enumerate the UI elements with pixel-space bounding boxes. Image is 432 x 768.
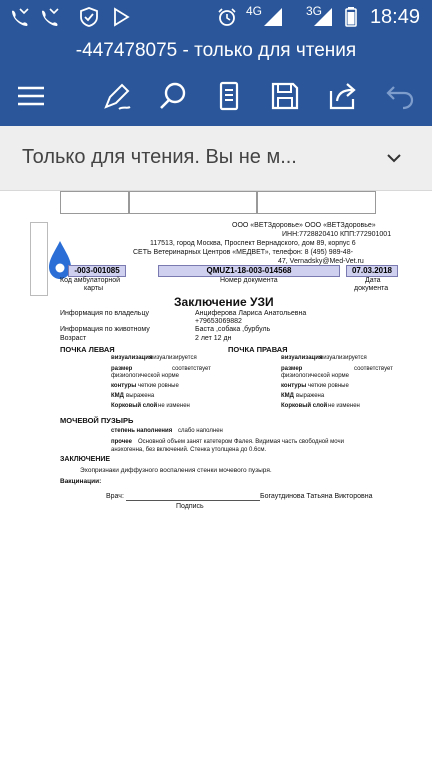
cortex-value: не изменен (328, 403, 360, 409)
fill-label: степень наполнения (111, 428, 173, 434)
header-org: ООО «ВЕТЗдоровье» ООО «ВЕТЗдоровье» (232, 222, 376, 229)
document-page (0, 191, 432, 768)
header-network: СЕТЬ Ветеринарных Центров «МЕДВЕТ», телефон: 8 (495) 989-48- (133, 249, 353, 256)
missed-call-icon (38, 6, 60, 28)
kmd-label: КМД (281, 393, 294, 399)
table-cell (30, 222, 48, 296)
other-label: прочее (111, 439, 132, 445)
other-value: Основной объем занят катетером Фалея. Видимая часть свободной мочи (138, 439, 344, 445)
age-label: Возраст (60, 335, 87, 342)
read-only-message: Только для чтения. Вы не м... (22, 146, 297, 168)
undo-icon[interactable] (384, 79, 418, 113)
size-label: размер (281, 366, 303, 372)
animal-label: Информация по животному (60, 326, 150, 333)
read-only-banner[interactable] (0, 126, 432, 191)
save-icon[interactable] (268, 79, 302, 113)
signature-label: Подпись (176, 503, 204, 510)
search-icon[interactable] (156, 79, 190, 113)
owner-label: Информация по владельцу (60, 310, 149, 317)
left-kidney-title: ПОЧКА ЛЕВАЯ (60, 345, 115, 354)
network-3g-label: 3G (306, 4, 323, 18)
menu-icon[interactable] (14, 79, 48, 113)
table-cell (60, 191, 130, 214)
size-value: соответствует (172, 366, 211, 372)
kmd-label: КМД (111, 393, 124, 399)
date-label: Дата (365, 277, 381, 284)
header-address: 117513, город Москва, Проспект Вернадского, дом 89, корпус 6 (150, 240, 356, 247)
cortex-label: Корковый слой (281, 403, 328, 409)
document-number-field: QMUZ1-18-003-014568 (158, 265, 340, 277)
signal-icon (312, 6, 334, 28)
age-value: 2 лет 12 дн (195, 335, 232, 342)
doctor-name: Богаутдинова Татьяна Викторовна (260, 493, 373, 500)
table-cell (128, 191, 258, 214)
cortex-label: Корковый слой (111, 403, 158, 409)
header-email: 47, Vernadsky@Med-Vet.ru (278, 258, 364, 265)
vaccinations-label: Вакцинации: (60, 478, 102, 485)
kmd-value: выражена (296, 393, 325, 399)
vis-label: визуализация (111, 355, 153, 361)
document-date-field: 07.03.2018 (346, 265, 398, 277)
vis-label: визуализация (281, 355, 323, 361)
play-store-icon (110, 6, 132, 28)
document-heading: Заключение УЗИ (174, 295, 274, 309)
shield-check-icon (78, 6, 100, 28)
other-value: анэхогенна, без включений. Стенка утолщена до 0.6см. (111, 447, 267, 453)
size-value: физиологической норме (281, 373, 350, 379)
card-number-field: -003-001085 (68, 265, 126, 277)
cortex-value: не изменен (158, 403, 190, 409)
size-value: соответствует (354, 366, 393, 372)
signal-icon (262, 6, 284, 28)
edit-icon[interactable] (100, 79, 134, 113)
toolbar (0, 68, 432, 126)
vis-value: визуализируется (150, 355, 197, 361)
signature-line (126, 500, 260, 501)
table-cell (256, 191, 376, 214)
size-label: размер (111, 366, 133, 372)
owner-name: Анциферова Лариса Анатольевна (195, 310, 307, 317)
reading-view-icon[interactable] (212, 79, 246, 113)
network-4g-label: 4G (246, 4, 263, 18)
alarm-icon (216, 6, 238, 28)
chevron-down-icon[interactable] (386, 150, 402, 166)
date-label: документа (354, 285, 389, 292)
vis-value: визуализируется (320, 355, 367, 361)
fill-value: слабо наполнен (178, 428, 223, 434)
kmd-value: выражена (126, 393, 155, 399)
card-label: карты (84, 285, 104, 292)
conclusion-title: ЗАКЛЮЧЕНИЕ (60, 456, 111, 463)
doctor-label: Врач: (106, 493, 124, 500)
contour-value: четкие ровные (308, 383, 349, 389)
document-title: -447478075 - только для чтения (0, 34, 432, 68)
owner-phone: +79653069882 (195, 318, 242, 325)
share-icon[interactable] (326, 79, 360, 113)
header-inn: ИНН:7728820410 КПП:772901001 (282, 231, 392, 238)
contour-value: четкие ровные (138, 383, 179, 389)
right-kidney-title: ПОЧКА ПРАВАЯ (228, 345, 288, 354)
document-number-label: Номер документа (220, 277, 278, 284)
bladder-title: МОЧЕВОЙ ПУЗЫРЬ (60, 416, 134, 425)
status-bar (0, 0, 432, 34)
conclusion-text: Эхопризнаки диффузного воспаления стенки мочевого пузыря. (80, 467, 272, 474)
battery-icon (340, 6, 362, 28)
card-label: Код амбулаторной (60, 277, 121, 284)
missed-call-icon (8, 6, 30, 28)
contour-label: контуры (281, 383, 307, 389)
clock: 18:49 (369, 6, 420, 28)
animal-value: Баста ,собака ,бурбуль (195, 326, 271, 333)
contour-label: контуры (111, 383, 137, 389)
size-value: физиологической норме (111, 373, 180, 379)
